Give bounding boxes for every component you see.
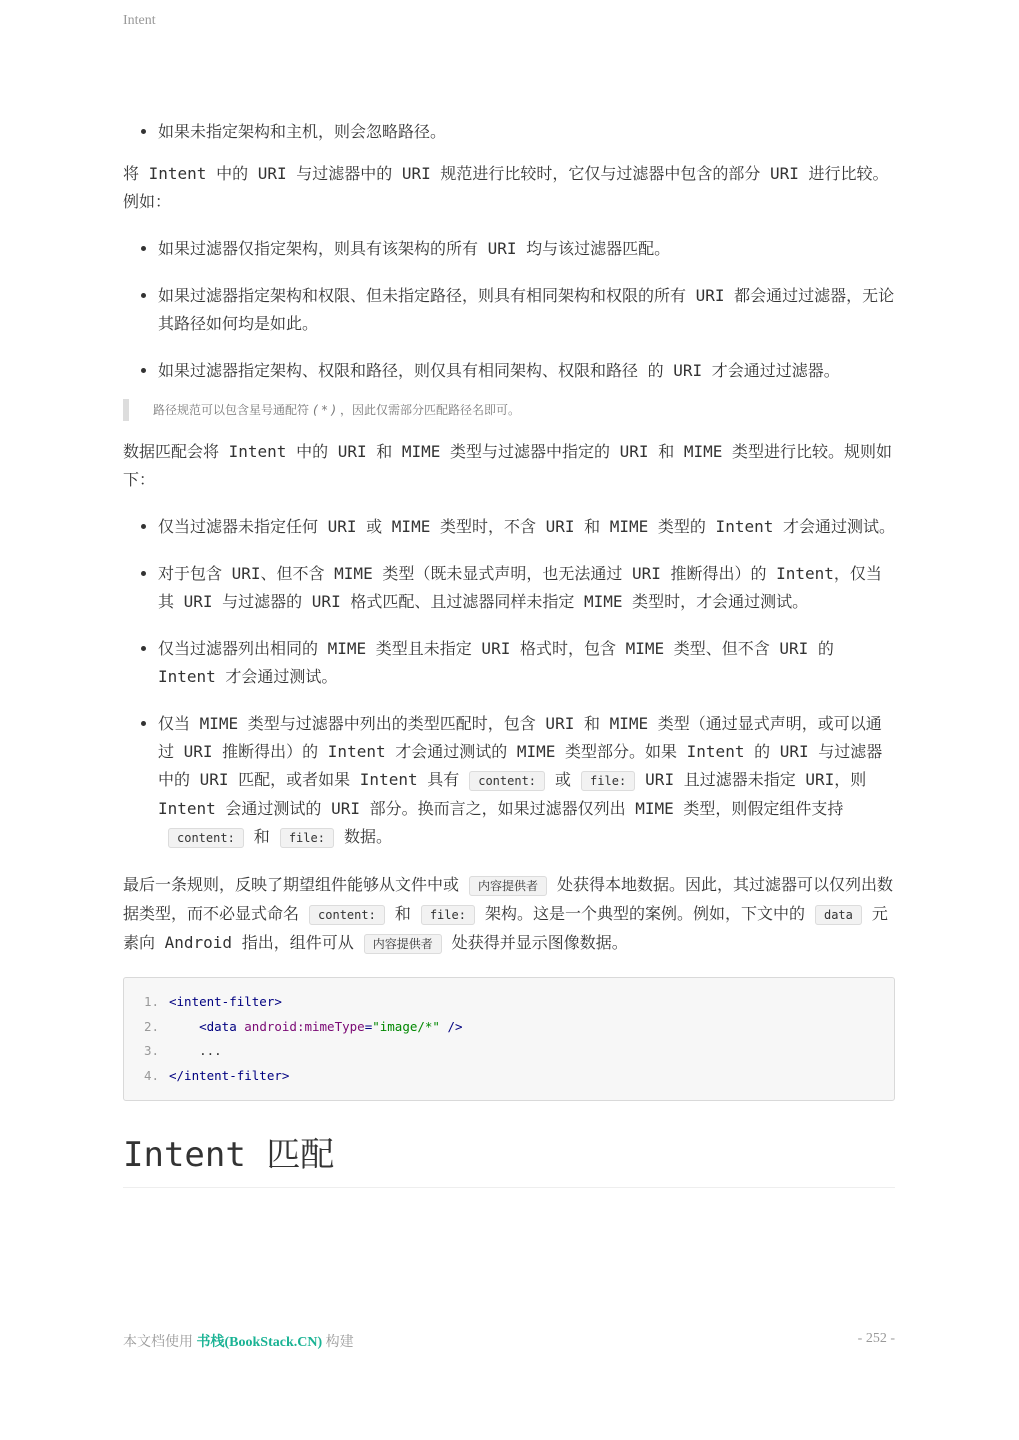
- text-run: 处获得并显示图像数据。: [451, 933, 628, 952]
- code-line: [144, 990, 874, 1015]
- bullet-list-1: [123, 118, 895, 146]
- code-text: ...: [169, 1043, 222, 1058]
- bullet-list-3: [123, 513, 895, 852]
- code-equals: =: [364, 1018, 373, 1034]
- footer-prefix: 本文档使用: [123, 1335, 193, 1350]
- line-number: 2.: [144, 1018, 160, 1034]
- inline-code-content: content:: [469, 771, 545, 791]
- text-run: 仅当 MIME 类型与过滤器中列出的类型匹配时，包含 URI 和 MIME 类型（通过显式声明，或可以通过 URI 推断得出）的 Intent 才会通过测试的 MIME 类型部分。如果 Intent 的 URI 与过滤器中的 URI 匹配，或者如果 Intent 具有: [158, 714, 883, 789]
- footer-credit: [123, 1331, 354, 1351]
- page-number: - 252 -: [857, 1331, 895, 1346]
- running-header: Intent: [123, 13, 156, 28]
- list-item: • 如果过滤器指定架构和权限、但未指定路径，则具有相同架构和权限的所有 URI 都会通过过滤器，无论其路径如何均是如此。: [158, 282, 895, 338]
- line-number: 1.: [144, 994, 160, 1009]
- code-line: [144, 1015, 874, 1040]
- note-blockquote: [123, 399, 895, 421]
- document-body: [123, 118, 895, 1188]
- code-tag: <intent-filter>: [169, 994, 282, 1009]
- inline-code-file: file:: [280, 828, 334, 848]
- code-tag: </intent-filter>: [169, 1067, 290, 1083]
- code-line: [144, 1039, 874, 1064]
- text-run: 架构。这是一个典型的案例。例如，下文中的: [484, 904, 805, 923]
- note-text-after: ，因此仅需部分匹配路径名即可。: [340, 403, 521, 417]
- line-number: 4.: [144, 1067, 160, 1083]
- text-run: 处获得本地数据。因此，其过滤器可以仅列出数据类型，而不必显式命名: [123, 875, 894, 923]
- inline-code-data: data: [815, 905, 862, 925]
- code-string: "image/*": [372, 1018, 440, 1034]
- inline-code-content: content:: [309, 905, 385, 925]
- text-run: 数据。: [343, 827, 392, 846]
- text-run: URI 且过滤器未指定 URI，则 Intent 会通过测试的 URI 部分。换而言之，如果过滤器仅列出 MIME 类型，则假定组件支持: [158, 770, 867, 818]
- code-indent: [169, 1019, 199, 1034]
- text-run: 和: [253, 827, 270, 846]
- code-block[interactable]: [123, 977, 895, 1101]
- text-run: 元素向 Android 指出，组件可从: [123, 904, 888, 952]
- text-run: 或: [555, 770, 572, 789]
- note-wildcard: ( * ): [313, 403, 337, 417]
- inline-code-file: file:: [581, 771, 635, 791]
- code-attribute: android:mimeType: [244, 1018, 365, 1034]
- footer-brand-link[interactable]: 书栈(BookStack.CN): [196, 1335, 323, 1350]
- list-item: [158, 710, 895, 852]
- list-item: • 如果过滤器仅指定架构，则具有该架构的所有 URI 均与该过滤器匹配。: [158, 235, 895, 263]
- section-heading: Intent 匹配: [123, 1135, 895, 1188]
- list-item: • 如果未指定架构和主机，则会忽略路径。: [158, 118, 895, 146]
- code-tag: <data: [199, 1018, 245, 1034]
- code-line: [144, 1064, 874, 1089]
- list-item: • 如果过滤器指定架构、权限和路径，则仅具有相同架构、权限和路径 的 URI 才会通过过滤器。: [158, 357, 895, 385]
- list-item: • 仅当过滤器列出相同的 MIME 类型且未指定 URI 格式时，包含 MIME 类型、但不含 URI 的 Intent 才会通过测试。: [158, 635, 895, 691]
- inline-code-file: file:: [421, 905, 475, 925]
- paragraph-data-matching: 数据匹配会将 Intent 中的 URI 和 MIME 类型与过滤器中指定的 URI 和 MIME 类型进行比较。规则如下：: [123, 442, 892, 489]
- inline-code-content-provider: 内容提供者: [469, 876, 547, 896]
- footer-suffix: 构建: [325, 1335, 354, 1350]
- note-text-before: 路径规范可以包含星号通配符: [153, 403, 310, 417]
- list-item: • 对于包含 URI、但不含 MIME 类型（既未显式声明，也无法通过 URI 推断得出）的 Intent，仅当其 URI 与过滤器的 URI 格式匹配、且过滤器同样未指定 MIME 类型时，才会通过测试。: [158, 560, 895, 616]
- text-run: 和: [394, 904, 411, 923]
- bullet-list-2: [123, 235, 895, 385]
- line-number: 3.: [144, 1043, 160, 1058]
- list-item: • 仅当过滤器未指定任何 URI 或 MIME 类型时，不含 URI 和 MIME 类型的 Intent 才会通过测试。: [158, 513, 895, 541]
- code-tag: />: [439, 1018, 463, 1034]
- inline-code-content: content:: [168, 828, 244, 848]
- text-run: 最后一条规则，反映了期望组件能够从文件中或: [123, 875, 460, 894]
- paragraph-last-rule: [123, 871, 895, 958]
- paragraph-uri-comparison: 将 Intent 中的 URI 与过滤器中的 URI 规范进行比较时，它仅与过滤器中包含的部分 URI 进行比较。例如：: [123, 164, 889, 211]
- inline-code-content-provider: 内容提供者: [364, 934, 442, 954]
